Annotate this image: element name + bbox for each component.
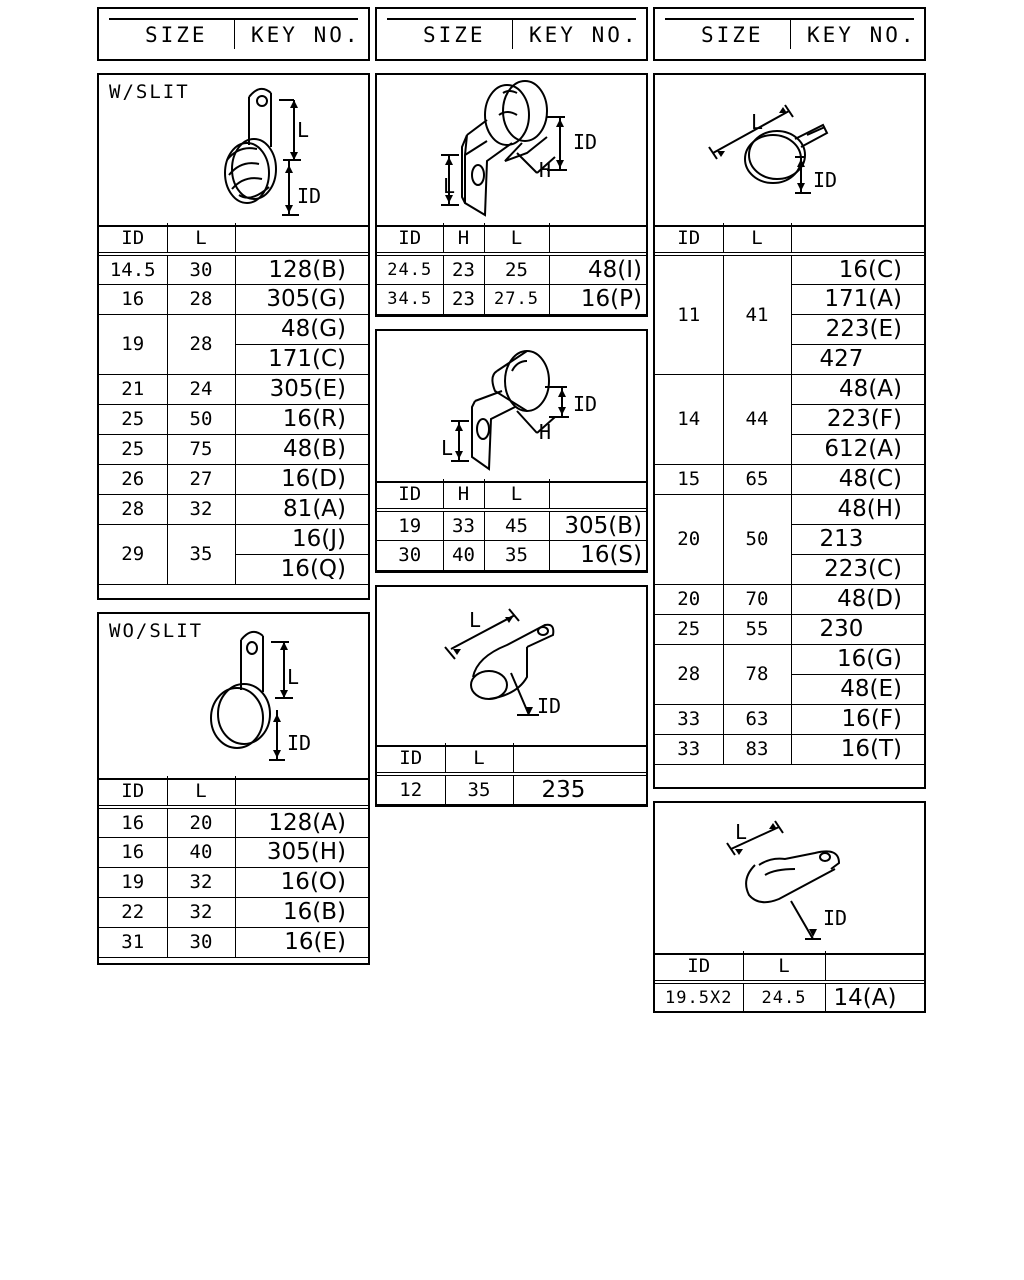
cell-key: 16(J) [235, 524, 368, 554]
table-row [99, 314, 368, 344]
header-size-label: SIZE [701, 23, 764, 47]
cell-id: 19 [99, 314, 167, 374]
cell-l: 28 [167, 314, 235, 374]
col-l: L [167, 776, 235, 807]
table-header-row [655, 223, 924, 254]
wo-slit-figure [99, 614, 368, 780]
cell-key: 223(E) [791, 314, 924, 344]
table-row [655, 374, 924, 404]
cell-key: 213 [791, 524, 924, 554]
col-l: L [484, 223, 549, 254]
cell-id: 33 [655, 704, 723, 734]
col-l: L [445, 743, 513, 774]
table-row [99, 494, 368, 524]
header-key-label: KEY NO. [529, 23, 639, 47]
table-header-row [99, 223, 368, 254]
cell-key: 305(E) [235, 374, 368, 404]
col-l: L [743, 951, 825, 982]
cell-key: 230 [791, 614, 924, 644]
dim-h: H [539, 420, 552, 444]
cell-l: 75 [167, 434, 235, 464]
dim-l: L [287, 665, 300, 689]
dim-l: L [443, 174, 456, 198]
cell-id: 16 [99, 284, 167, 314]
cell-key: 16(F) [791, 704, 924, 734]
cell-key: 305(H) [235, 837, 368, 867]
table-row [99, 837, 368, 867]
panel-p-clip [375, 585, 648, 807]
cell-id: 21 [99, 374, 167, 404]
offset-clip-drawing [377, 331, 646, 481]
cell-h: 23 [443, 284, 484, 314]
col-key [235, 776, 368, 807]
cell-id: 25 [99, 404, 167, 434]
dim-id: ID [813, 168, 838, 192]
dim-id: ID [573, 130, 598, 154]
oval-clip-figure [655, 803, 924, 955]
table-row [99, 374, 368, 404]
dim-l: L [735, 820, 748, 844]
dim-id: ID [573, 392, 598, 416]
cell-key: 16(Q) [235, 554, 368, 584]
table-row [655, 584, 924, 614]
table-row [99, 434, 368, 464]
table-row [655, 614, 924, 644]
band-clip-table [655, 223, 924, 765]
dim-l: L [441, 436, 454, 460]
p-clip-drawing [377, 587, 646, 745]
cell-l: 65 [723, 464, 791, 494]
cell-id: 33 [655, 734, 723, 764]
col-key [825, 951, 924, 982]
cell-key: 48(E) [791, 674, 924, 704]
table-row [655, 254, 924, 284]
cell-id: 28 [99, 494, 167, 524]
table-row [99, 867, 368, 897]
table-row [655, 734, 924, 764]
cell-id: 15 [655, 464, 723, 494]
panel-label: WO/SLIT [109, 620, 204, 642]
cell-l: 20 [167, 807, 235, 837]
table-header-row [377, 479, 646, 510]
cell-id: 30 [377, 540, 443, 570]
w-slit-clamp-drawing [99, 75, 368, 225]
col-id: ID [655, 951, 743, 982]
cell-key: 16(R) [235, 404, 368, 434]
table-row [655, 704, 924, 734]
header-box-1 [97, 7, 370, 61]
table-header-row [99, 776, 368, 807]
cell-l: 27.5 [484, 284, 549, 314]
cell-key: 128(B) [235, 254, 368, 284]
cell-l: 55 [723, 614, 791, 644]
table-row [99, 284, 368, 314]
cell-key: 16(O) [235, 867, 368, 897]
cell-key: 223(F) [791, 404, 924, 434]
cell-l: 50 [167, 404, 235, 434]
cell-l: 32 [167, 897, 235, 927]
cell-id: 34.5 [377, 284, 443, 314]
cell-l: 44 [723, 374, 791, 464]
w-slit-table [99, 223, 368, 585]
table-row [655, 494, 924, 524]
cell-key: 48(G) [235, 314, 368, 344]
cell-key: 16(G) [791, 644, 924, 674]
panel-dual-clip [375, 73, 648, 317]
cell-id: 19 [99, 867, 167, 897]
cell-l: 32 [167, 494, 235, 524]
table-row [99, 524, 368, 554]
panel-offset-clip [375, 329, 648, 573]
col-id: ID [99, 223, 167, 254]
panel-w-slit [97, 73, 370, 600]
cell-h: 33 [443, 510, 484, 540]
cell-key: 171(C) [235, 344, 368, 374]
cell-id: 28 [655, 644, 723, 704]
col-id: ID [99, 776, 167, 807]
cell-id: 25 [99, 434, 167, 464]
dual-clip-drawing [377, 75, 646, 225]
cell-id: 14.5 [99, 254, 167, 284]
cell-key: 81(A) [235, 494, 368, 524]
table-row [377, 284, 646, 314]
wo-slit-table [99, 776, 368, 958]
cell-id: 29 [99, 524, 167, 584]
cell-key: 305(G) [235, 284, 368, 314]
cell-key: 16(T) [791, 734, 924, 764]
cell-key: 16(D) [235, 464, 368, 494]
table-row [377, 774, 646, 804]
offset-clip-figure [377, 331, 646, 483]
cell-l: 40 [167, 837, 235, 867]
table-row [655, 644, 924, 674]
dim-id: ID [297, 184, 322, 208]
wo-slit-clamp-drawing [99, 614, 368, 778]
offset-clip-table [377, 479, 646, 571]
cell-h: 23 [443, 254, 484, 284]
cell-l: 35 [167, 524, 235, 584]
cell-l: 32 [167, 867, 235, 897]
cell-key: 16(S) [549, 540, 646, 570]
col-id: ID [655, 223, 723, 254]
col-key [513, 743, 646, 774]
table-row [99, 464, 368, 494]
w-slit-figure [99, 75, 368, 227]
cell-l: 28 [167, 284, 235, 314]
cell-id: 12 [377, 774, 445, 804]
col-key [549, 223, 646, 254]
cell-key: 48(D) [791, 584, 924, 614]
cell-key: 48(C) [791, 464, 924, 494]
p-clip-table [377, 743, 646, 805]
cell-id: 25 [655, 614, 723, 644]
cell-id: 24.5 [377, 254, 443, 284]
cell-id: 20 [655, 494, 723, 584]
dim-l: L [751, 110, 764, 134]
col-h: H [443, 479, 484, 510]
cell-key: 16(B) [235, 897, 368, 927]
cell-key: 14(A) [825, 982, 924, 1012]
dim-l: L [469, 608, 482, 632]
cell-key: 48(B) [235, 434, 368, 464]
cell-l: 25 [484, 254, 549, 284]
dim-id: ID [823, 906, 848, 930]
cell-id: 16 [99, 837, 167, 867]
header-size-label: SIZE [423, 23, 486, 47]
dual-clip-figure [377, 75, 646, 227]
table-row [99, 254, 368, 284]
col-l: L [167, 223, 235, 254]
dim-l: L [297, 118, 310, 142]
header-key-label: KEY NO. [251, 23, 361, 47]
cell-key: 16(E) [235, 927, 368, 957]
header-size-label: SIZE [145, 23, 208, 47]
table-row [99, 807, 368, 837]
cell-h: 40 [443, 540, 484, 570]
p-clip-figure [377, 587, 646, 747]
cell-key: 427 [791, 344, 924, 374]
cell-l: 24 [167, 374, 235, 404]
cell-l: 41 [723, 254, 791, 374]
panel-wo-slit [97, 612, 370, 965]
cell-l: 45 [484, 510, 549, 540]
table-row [377, 254, 646, 284]
band-clip-figure [655, 75, 924, 227]
header-divider [512, 18, 513, 49]
col-key [791, 223, 924, 254]
header-box-3 [653, 7, 926, 61]
oval-clip-drawing [655, 803, 924, 953]
cell-l: 63 [723, 704, 791, 734]
cell-key: 48(A) [791, 374, 924, 404]
cell-id: 19 [377, 510, 443, 540]
col-key [549, 479, 646, 510]
dim-id: ID [537, 694, 562, 718]
table-header-row [655, 951, 924, 982]
cell-key: 48(I) [549, 254, 646, 284]
band-clip-drawing [655, 75, 924, 225]
header-divider [790, 18, 791, 49]
table-header-row [377, 743, 646, 774]
header-box-2 [375, 7, 648, 61]
cell-l: 78 [723, 644, 791, 704]
cell-key: 16(P) [549, 284, 646, 314]
cell-l: 27 [167, 464, 235, 494]
cell-l: 50 [723, 494, 791, 584]
cell-id: 19.5X2 [655, 982, 743, 1012]
col-l: L [484, 479, 549, 510]
cell-key: 171(A) [791, 284, 924, 314]
cell-l: 83 [723, 734, 791, 764]
col-id: ID [377, 223, 443, 254]
cell-id: 20 [655, 584, 723, 614]
cell-key: 48(H) [791, 494, 924, 524]
cell-id: 14 [655, 374, 723, 464]
cell-key: 235 [513, 774, 646, 804]
col-id: ID [377, 479, 443, 510]
cell-id: 31 [99, 927, 167, 957]
cell-key: 128(A) [235, 807, 368, 837]
col-h: H [443, 223, 484, 254]
cell-key: 16(C) [791, 254, 924, 284]
dim-h: H [539, 158, 552, 182]
cell-key: 305(B) [549, 510, 646, 540]
cell-id: 16 [99, 807, 167, 837]
dual-clip-table [377, 223, 646, 315]
cell-l: 35 [484, 540, 549, 570]
oval-clip-table [655, 951, 924, 1013]
table-row [99, 927, 368, 957]
col-l: L [723, 223, 791, 254]
col-id: ID [377, 743, 445, 774]
cell-l: 24.5 [743, 982, 825, 1012]
header-divider [234, 18, 235, 49]
cell-l: 70 [723, 584, 791, 614]
table-row [655, 464, 924, 494]
panel-oval-clip [653, 801, 926, 1013]
cell-id: 22 [99, 897, 167, 927]
cell-id: 11 [655, 254, 723, 374]
cell-id: 26 [99, 464, 167, 494]
dim-id: ID [287, 731, 312, 755]
col-key [235, 223, 368, 254]
header-key-label: KEY NO. [807, 23, 917, 47]
table-header-row [377, 223, 646, 254]
cell-l: 35 [445, 774, 513, 804]
table-row [377, 540, 646, 570]
panel-label: W/SLIT [109, 81, 190, 103]
table-row [99, 404, 368, 434]
table-row [99, 897, 368, 927]
cell-key: 223(C) [791, 554, 924, 584]
cell-l: 30 [167, 927, 235, 957]
cell-key: 612(A) [791, 434, 924, 464]
table-row [655, 982, 924, 1012]
panel-band-clip [653, 73, 926, 789]
table-row [377, 510, 646, 540]
cell-l: 30 [167, 254, 235, 284]
